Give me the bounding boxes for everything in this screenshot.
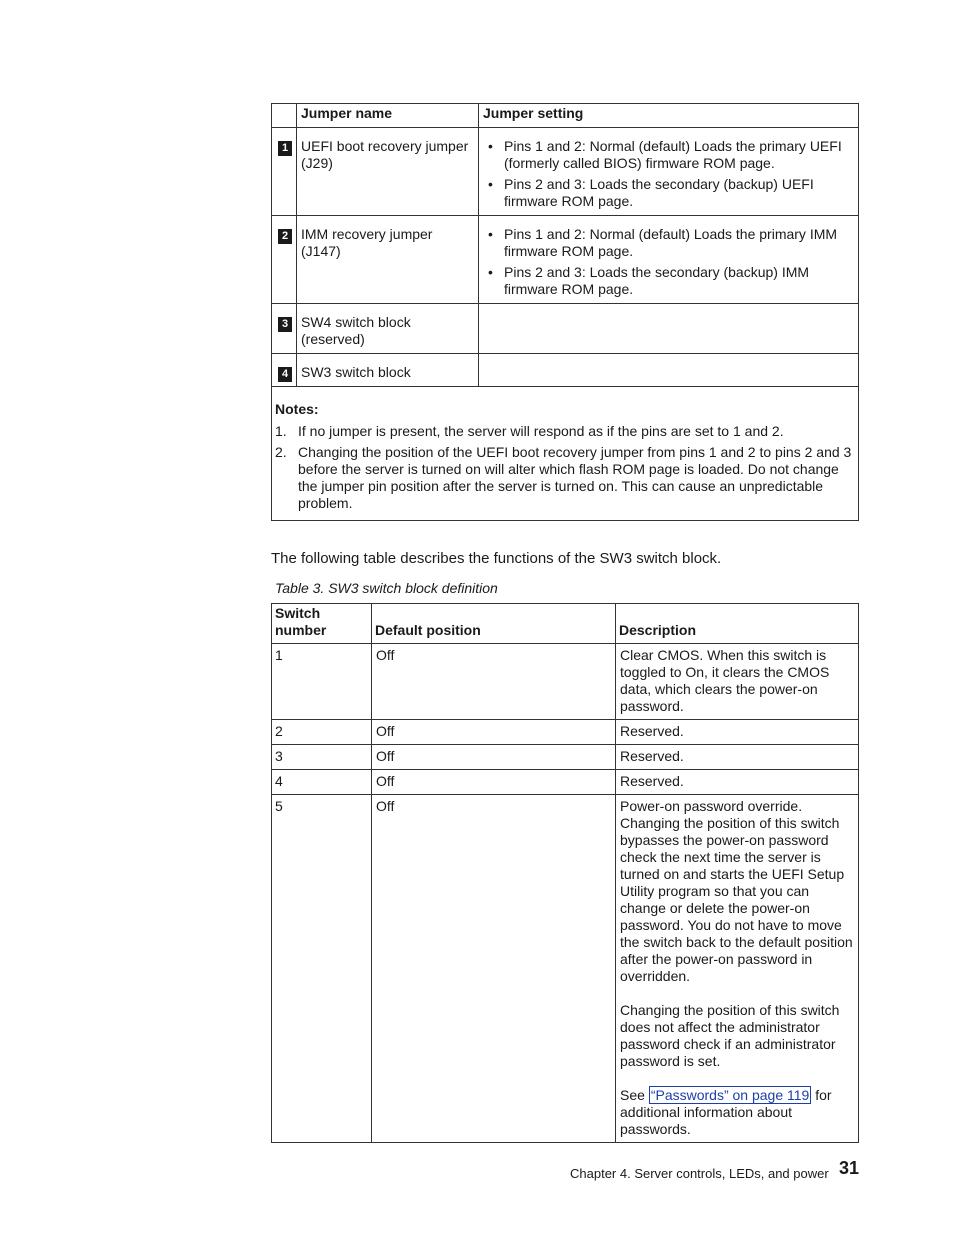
sw3-table-header [272,604,859,644]
sw3-switch-table [271,603,859,1143]
switch-number: 2 [272,720,372,745]
notes-cell [272,387,859,521]
table-row [272,770,859,795]
description-paragraph: Power-on password override. Changing the position of this switch bypasses the power-on password check the next time the server is turned on and starts the UEFI Setup Utility program so that you can change or delete the power-on password. You do not have to move the switch back to the default position after the power-on password in overridden. [620,798,853,984]
switch-description: Clear CMOS. When this switch is toggled to On, it clears the CMOS data, which clears the power-on password. [616,644,859,720]
page-number: 31 [839,1158,860,1178]
table-row [272,304,859,354]
table-row [272,128,859,216]
notes-title: Notes: [275,401,319,417]
callout-badge: 2 [278,229,292,244]
table-row [272,745,859,770]
header-default-position: Default position [372,604,616,644]
switch-number: 3 [272,745,372,770]
switch-description: Reserved. [616,770,859,795]
table-caption: Table 3. SW3 switch block definition [275,580,498,596]
table-row [272,795,859,1143]
jumper-name: SW3 switch block [297,354,479,387]
table-row [272,720,859,745]
passwords-link[interactable]: “Passwords” on page 119 [650,1087,810,1103]
jumper-table-header [272,104,859,128]
footer-chapter: Chapter 4. Server controls, LEDs, and power [570,1166,829,1181]
intro-paragraph: The following table describes the functions of the SW3 switch block. [271,550,722,567]
jumper-setting [479,304,859,354]
jumper-name: IMM recovery jumper (J147) [297,216,479,304]
list-item: • Pins 2 and 3: Loads the secondary (backup) IMM firmware ROM page. [488,264,810,297]
header-jumper-setting: Jumper setting [479,104,859,128]
header-jumper-name: Jumper name [297,104,479,128]
list-item: 2. Changing the position of the UEFI boot recovery jumper from pins 1 and 2 to pins 2 and 3 before the server is turned on will alter which flash ROM page is loaded. Do not change the jumper pin position after the server is turned on. This can cause an unpredictable problem. [275,444,852,511]
jumper-name: SW4 switch block (reserved) [297,304,479,354]
notes-row [272,387,859,521]
table-row [272,354,859,387]
switch-number: 4 [272,770,372,795]
list-item: 1. If no jumper is present, the server will respond as if the pins are set to 1 and 2. [275,423,784,439]
default-position: Off [372,795,616,1143]
list-item: • Pins 2 and 3: Loads the secondary (backup) UEFI firmware ROM page. [488,176,814,209]
default-position: Off [372,745,616,770]
list-item: • Pins 1 and 2: Normal (default) Loads the primary UEFI (formerly called BIOS) firmware ROM page. [488,138,842,171]
switch-description [616,795,859,1143]
jumper-table [271,103,859,521]
header-switch-number: Switch number [272,604,372,644]
description-paragraph: See “Passwords” on page 119 for additional information about passwords. [620,1087,832,1137]
notes-list [275,423,854,512]
switch-number: 1 [272,644,372,720]
description-paragraph: Changing the position of this switch does not affect the administrator password check if an administrator password is set. [620,1002,840,1069]
callout-badge: 4 [278,367,292,382]
jumper-setting [479,354,859,387]
default-position: Off [372,720,616,745]
list-item: • Pins 1 and 2: Normal (default) Loads the primary IMM firmware ROM page. [488,226,838,259]
jumper-setting [479,216,859,304]
header-description: Description [616,604,859,644]
switch-description: Reserved. [616,745,859,770]
default-position: Off [372,644,616,720]
callout-badge: 1 [278,141,292,156]
jumper-setting [479,128,859,216]
default-position: Off [372,770,616,795]
table-row [272,216,859,304]
jumper-name: UEFI boot recovery jumper (J29) [297,128,479,216]
switch-number: 5 [272,795,372,1143]
header-callout [272,104,297,128]
switch-description: Reserved. [616,720,859,745]
callout-badge: 3 [278,317,292,332]
table-row [272,644,859,720]
